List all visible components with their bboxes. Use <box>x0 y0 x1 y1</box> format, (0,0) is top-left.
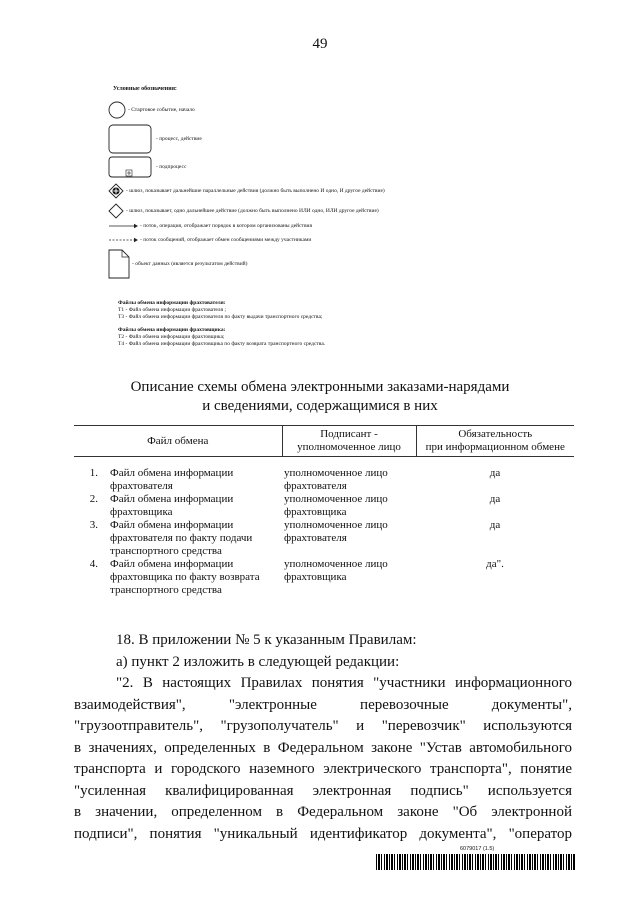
legend-text: - поток, операция, отображает порядок в котором организованы действия <box>140 223 313 229</box>
barcode <box>376 854 576 870</box>
files-shipper-block <box>118 300 322 321</box>
subprocess-rect-icon <box>108 156 152 178</box>
paragraph-line: взаимодействия", "электронные перевозочные документы", <box>74 696 572 713</box>
legend-item-process <box>108 124 202 154</box>
paragraph-line: "2. В настоящих Правилах понятия "участники информационного <box>116 675 572 691</box>
col-header-file: Файл обмена <box>74 426 282 457</box>
exchange-table <box>74 425 574 597</box>
table-row: 2. Файл обмена информации фрахтовщика уполномоченное лицо фрахтовщика да <box>89 493 501 518</box>
file-t3: Т3 - Файл обмена информации фрахтователя по факту выдачи транспортного средства; <box>118 314 323 320</box>
legend-item-parallel-gateway <box>108 183 385 199</box>
files-shipper-heading: Файлы обмена информации фрахтователя: <box>118 300 226 306</box>
legend-item-subprocess <box>108 156 186 178</box>
paragraph-line: в значениях, определенных в Федеральном законе "Устав автомобильного <box>74 739 572 756</box>
message-flow-arrow-icon <box>108 237 138 243</box>
legend-text: - поток сообщений, отображает обмен сообщениями между участниками <box>140 237 312 243</box>
legend-item-exclusive-gateway <box>108 203 379 219</box>
data-object-icon <box>108 249 130 279</box>
legend-text: - Стартовое событие, начало <box>128 107 195 113</box>
parallel-gateway-icon <box>108 183 124 199</box>
legend-item-sequence-flow <box>108 223 312 229</box>
legend-text: - подпроцесс <box>156 164 187 170</box>
section-title: Описание схемы обмена электронными заказами-нарядами и сведениями, содержащимися в них <box>130 379 510 414</box>
legend-text: - объект данных (является результатом действий) <box>132 261 248 267</box>
table-row: 3. Файл обмена информации фрахтователя по факту подачи транспортного средства уполномоченное лицо фрахтователя да <box>89 519 501 557</box>
page-number: 49 <box>312 36 328 52</box>
table-row: 1. Файл обмена информации фрахтователя уполномоченное лицо фрахтователя да <box>89 467 501 492</box>
paragraph-line: в значении, определенном в Федеральном законе "Об электронной <box>74 804 572 820</box>
table-row: 4. Файл обмена информации фрахтовщика по факту возврата транспортного средства уполномоченное лицо фрахтовщика да". <box>89 558 504 596</box>
paragraph-line: подписи", понятия "уникальный идентификатор документа", "оператор <box>74 825 572 842</box>
sequence-flow-arrow-icon <box>108 223 138 229</box>
files-carrier-heading: Файлы обмена информации фрахтовщика: <box>118 327 226 333</box>
col-header-mandatory: Обязательность при информационном обмене <box>416 426 574 457</box>
paragraph-item-18: 18. В приложении № 5 к указанным Правилам: <box>116 632 417 648</box>
start-event-circle-icon <box>108 101 126 119</box>
paragraph-line: "усиленная квалифицированная электронная подпись" используется <box>74 782 572 799</box>
files-carrier-block <box>118 327 325 348</box>
legend-item-data-object <box>108 249 247 279</box>
legend-item-start-event <box>108 101 195 119</box>
file-t4: Т4 - Файл обмена информации фрахтовщика по факту возврата транспортного средства. <box>118 341 326 347</box>
paragraph-line: транспорта и городского наземного электрического транспорта", понятие <box>74 761 572 777</box>
file-t1: Т1 - Файл обмена информации фрахтователя ; <box>118 307 226 313</box>
legend-text: - шлюз, показывает, одно дальнейшее действие (должно быть выполнено ИЛИ одно, ИЛИ другое действие) <box>126 208 379 214</box>
exclusive-gateway-icon <box>108 203 124 219</box>
body-text <box>74 630 572 845</box>
col-header-signer: Подписант - уполномоченное лицо <box>282 426 416 457</box>
legend-item-message-flow <box>108 237 311 243</box>
paragraph-line: "грузоотправитель", "грузополучатель" и "перевозчик" используются <box>74 718 572 734</box>
document-code: 6079017 (1.5) <box>460 846 495 852</box>
file-t2: Т2 - Файл обмена информации фрахтовщика; <box>118 334 225 340</box>
legend-text: - шлюз, показывает дальнейшие параллельные действия (должно быть выполнено И одно, И другое действие) <box>126 188 385 194</box>
legend-title: Условные обозначения: <box>113 86 177 92</box>
legend-text: - процесс, действие <box>156 136 202 142</box>
paragraph-subitem-a: а) пункт 2 изложить в следующей редакции: <box>116 653 400 670</box>
process-rect-icon <box>108 124 152 154</box>
